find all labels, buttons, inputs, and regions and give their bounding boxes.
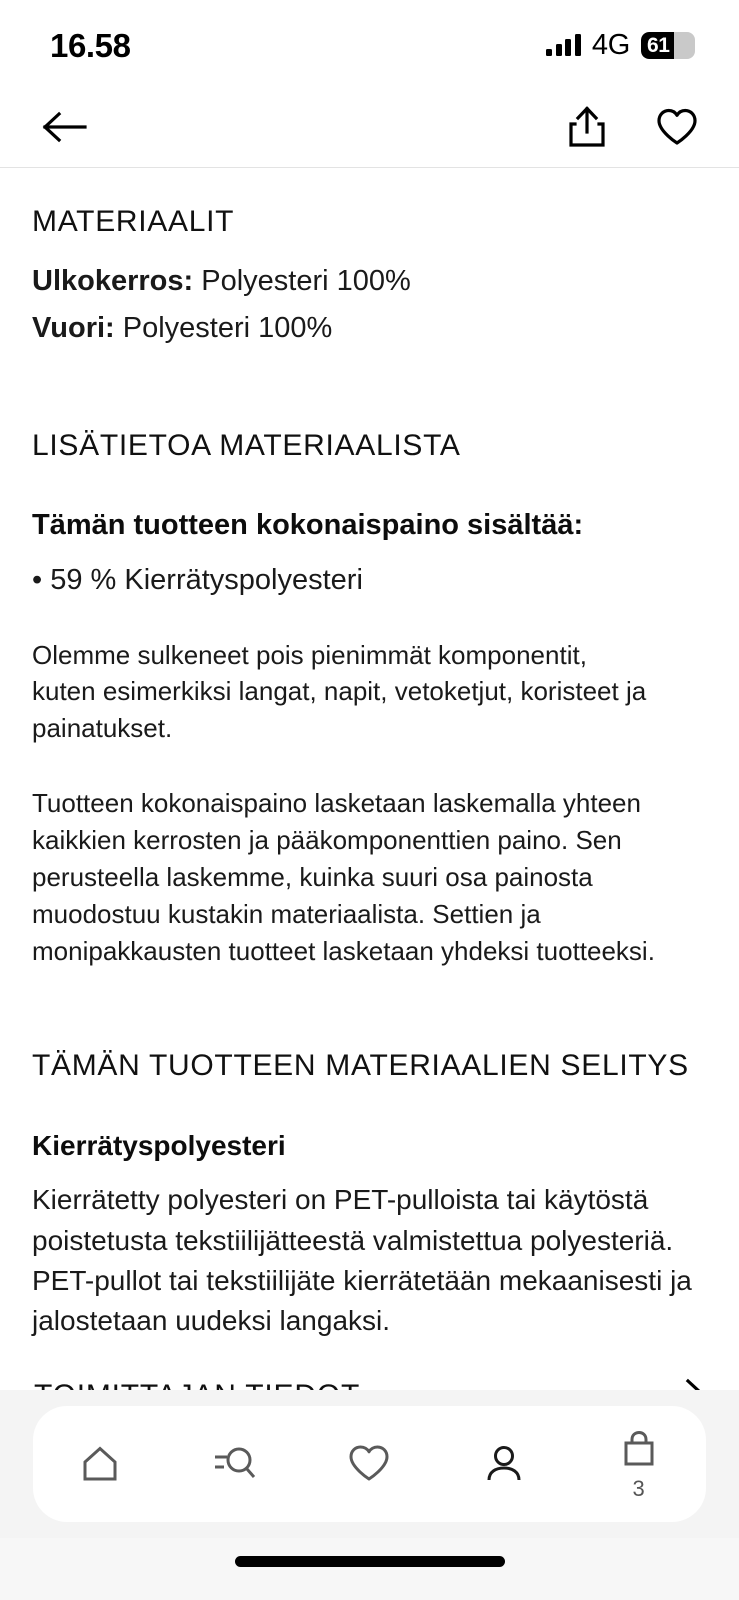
status-bar xyxy=(0,0,739,86)
page-header xyxy=(0,86,739,168)
shopping-bag-icon xyxy=(617,1428,661,1472)
person-icon xyxy=(481,1441,527,1487)
product-details-content xyxy=(0,168,739,1390)
material-info-paragraph-1: Olemme sulkeneet pois pienimmät komponentit, kuten esimerkiksi langat, napit, vetoketjut, koristeet ja painatukset. xyxy=(32,639,647,744)
explanation-title-recycled: Kierrätyspolyesteri xyxy=(32,1129,286,1161)
recycled-polyester-bullet: • 59 % Kierrätyspolyesteri xyxy=(32,564,363,597)
home-indicator-area xyxy=(0,1538,739,1600)
material-explanation-heading: TÄMÄN TUOTTEEN MATERIAALIEN SELITYS xyxy=(32,1048,689,1082)
explanation-body-recycled: Kierrätetty polyesteri on PET-pulloista tai käytöstä poistetusta tekstiilijätteestä valmistettua polyesteriä. PET-pullot tai tekstiilijäte kierrätetään mekaanisesti ja jalostetaan uudeksi langaksi. xyxy=(32,1184,692,1337)
arrow-left-icon xyxy=(42,110,88,144)
tab-account[interactable] xyxy=(449,1406,559,1522)
back-button[interactable] xyxy=(42,110,88,144)
material-row-outer-value: Polyesteri 100% xyxy=(201,265,411,297)
bag-count-badge: 3 xyxy=(632,1476,645,1501)
materials-heading: MATERIAALIT xyxy=(32,205,235,238)
home-indicator[interactable] xyxy=(235,1556,505,1567)
material-info-paragraph-2: Tuotteen kokonaispaino lasketaan laskemalla yhteen kaikkien kerrosten ja pääkomponenttien paino. Sen perusteella laskemme, kuinka suuri osa painosta muodostuu kustakin materiaalista. Settien ja monipakkausten tuotteet lasketaan yhdeksi tuotteeksi. xyxy=(32,788,655,966)
home-icon xyxy=(77,1441,123,1487)
total-weight-subheading: Tämän tuotteen kokonaispaino sisältää: xyxy=(32,508,584,541)
material-row-lining-value: Polyesteri 100% xyxy=(122,311,333,344)
network-type-label: 4G xyxy=(591,28,630,61)
search-filter-icon xyxy=(210,1441,260,1487)
bottom-tab-bar xyxy=(33,1406,706,1522)
heart-outline-icon xyxy=(655,107,699,147)
material-row-outer-label: Ulkokerros: xyxy=(32,265,194,297)
tab-bag[interactable] xyxy=(584,1406,694,1522)
header-actions xyxy=(567,105,699,149)
material-row-lining-label: Vuori: xyxy=(32,311,115,344)
share-button[interactable] xyxy=(567,105,607,149)
tab-home[interactable] xyxy=(45,1406,155,1522)
status-time: 16.58 xyxy=(50,26,131,64)
material-info-heading: LISÄTIETOA MATERIAALISTA xyxy=(32,428,461,462)
status-indicators xyxy=(546,27,695,60)
battery-icon xyxy=(641,32,695,59)
share-upload-icon xyxy=(567,105,607,149)
material-row-lining xyxy=(32,305,707,352)
battery-percent-label: 61 xyxy=(647,33,670,57)
tab-search[interactable] xyxy=(180,1406,290,1522)
material-row-outer xyxy=(32,258,707,305)
heart-outline-icon xyxy=(345,1442,393,1486)
tab-favorites[interactable] xyxy=(314,1406,424,1522)
signal-bars-icon xyxy=(546,34,581,56)
favorite-button[interactable] xyxy=(655,107,699,147)
